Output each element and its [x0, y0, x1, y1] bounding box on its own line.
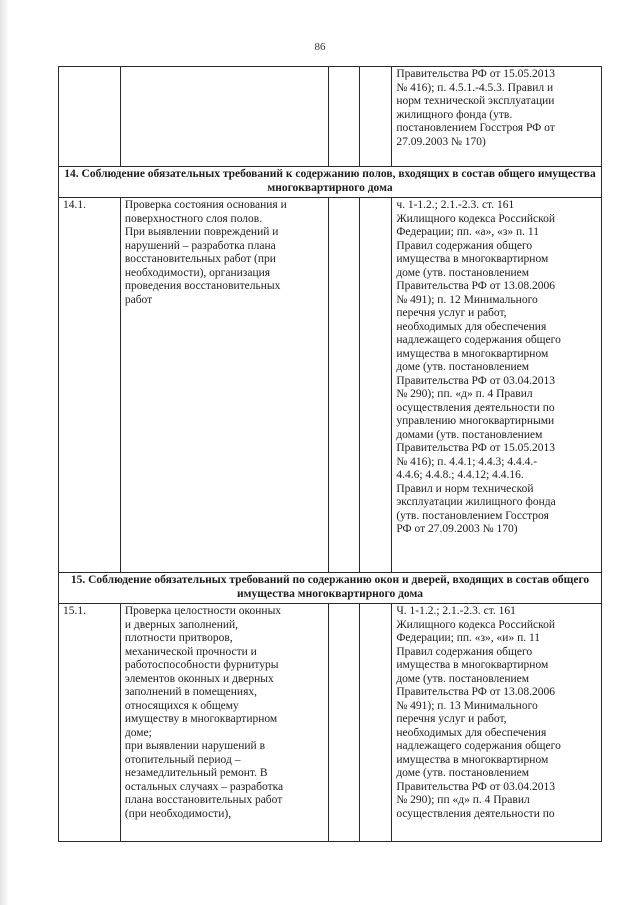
work-description-cell [120, 198, 329, 573]
table-row [59, 67, 602, 167]
legal-basis-text: Правительства РФ от 15.05.2013 № 416); п. 4.5.1.-4.5.3. Правил и норм технической эксплуатации жилищного фонда (утв. постановлением Госстроя РФ от 27.09.2003 № 170) [396, 68, 555, 148]
legal-basis-text: Ч. 1-1.2.; 2.1.-2.3. ст. 161 Жилищного кодекса Российской Федерации; пп. «з», «и» п. 11 Правил содержания общего имущества в многоквартирном доме (утв. постановлением Правительства РФ от 13.08.2006 № 491); п. 13 Минимального перечня услуг и работ, необходимых для обеспечения надлежащего содержания общего имущества в многоквартирном доме (утв. постановлением Правительства РФ от 03.04.2013 № 290); пп «д» п. 4 Правил осуществления деятельности по [396, 605, 561, 820]
table-row [59, 198, 602, 573]
requirements-table [58, 66, 602, 842]
empty-column-cell [329, 198, 359, 573]
item-number-cell [59, 67, 121, 167]
empty-column-cell [329, 67, 359, 167]
empty-column-cell [359, 604, 391, 842]
item-number-cell: 14.1. [59, 198, 121, 573]
empty-column-cell [329, 604, 359, 842]
empty-column-cell [359, 67, 391, 167]
item-number-cell: 15.1. [59, 604, 121, 842]
empty-column-cell [359, 198, 391, 573]
table-row [59, 604, 602, 842]
section-15-title: 15. Соблюдение обязательных требований по содержанию окон и дверей, входящих в состав общего имущества многоквартирного дома [59, 573, 602, 604]
legal-basis-text: ч. 1-1.2.; 2.1.-2.3. ст. 161 Жилищного кодекса Российской Федерации; пп. «а», «з» п. 11 Правил содержания общего имущества в многоквартирном доме (утв. постановлением Правительства РФ от 13.08.2006 № 491); п. 12 Минимального перечня услуг и работ, необходимых для обеспечения надлежащего содержания общего имущества в многоквартирном доме (утв. постановлением Правительства РФ от 03.04.2013 № 290); пп. «д» п. 4 Правил осуществления деятельности по управлению многоквартирными домами (утв. постановлением Правительства РФ от 15.05.2013 № 416); п. 4.4.1; 4.4.3; 4.4.4.- 4.4.6; 4.4.8.; 4.4.12; 4.4.16. Правил и норм технической эксплуатации жилищного фонда (утв. постановлением Госстроя РФ от 27.09.2003 № 170) [396, 199, 561, 535]
legal-basis-cell [392, 198, 602, 573]
legal-basis-cell [392, 67, 602, 167]
scan-edge-shadow [0, 0, 9, 905]
section-header-row [59, 573, 602, 604]
page-number: 86 [314, 41, 326, 53]
legal-basis-cell [392, 604, 602, 842]
section-14-title: 14. Соблюдение обязательных требований к содержанию полов, входящих в состав общего имущества многоквартирного дома [59, 167, 602, 198]
section-header-row [59, 167, 602, 198]
work-description-cell [120, 604, 329, 842]
work-description-cell [120, 67, 329, 167]
work-description-text: Проверка целостности оконных и дверных заполнений, плотности притворов, механической прочности и работоспособности фурнитуры элементов оконных и дверных заполнений в помещениях, относящихся к общему имуществу в многоквартирном доме; при выявлении нарушений в отопительный период – незамедлительный ремонт. В остальных случаях – разработка плана восстановительных работ (при необходимости), [124, 605, 284, 820]
work-description-text: Проверка состояния основания и поверхностного слоя полов. При выявлении повреждений и нарушений – разработка плана восстановительных работ (при необходимости), организация проведения восстановительных работ [124, 199, 287, 306]
